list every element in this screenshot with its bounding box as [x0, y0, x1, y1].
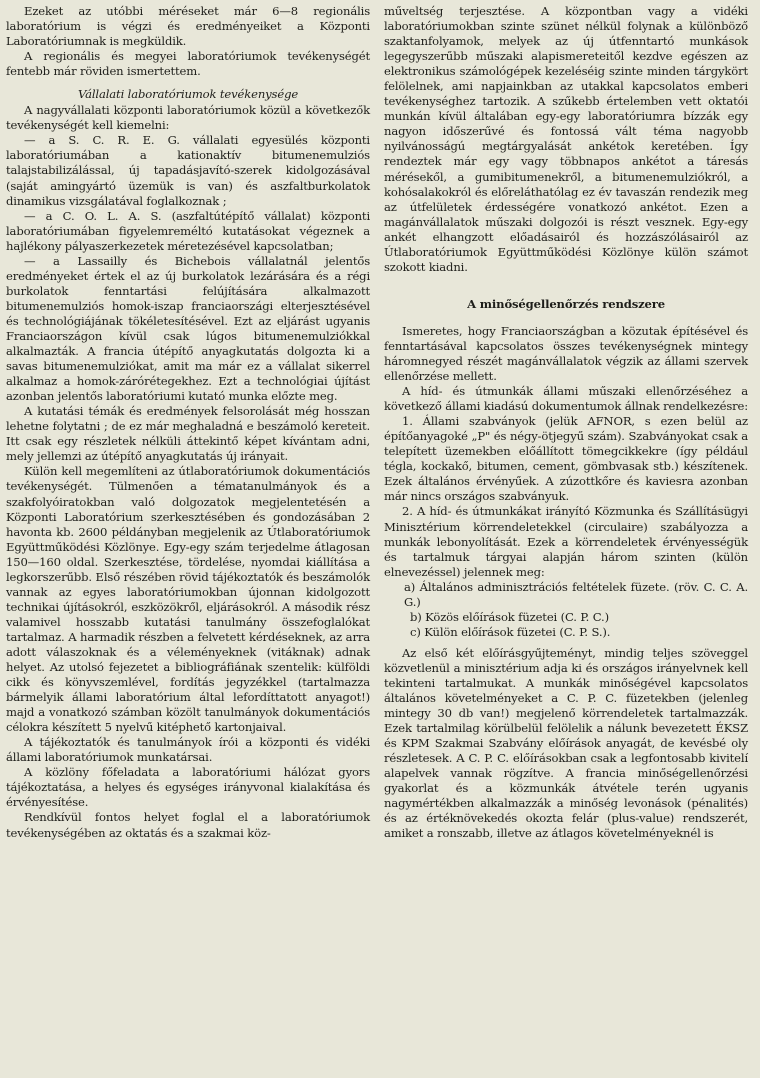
paragraph: Rendkívül fontos helyet foglal el a laboratóriumok tevékenységében az oktatás és a szakmai köz-: [6, 810, 370, 840]
paragraph: b) Közös előírások füzetei (C. P. C.): [410, 609, 609, 624]
paragraph: A kutatási témák és eredmények felsorolását még hosszan lehetne folytatni ; de ez már meghaladná e beszámoló kereteit. Itt csak egy részletek nélküli áttekintő képet kívántam adni, mely jellemzi az útépítő anyagkutatás új irányait.: [6, 404, 370, 464]
paragraph: — a S. C. R. E. G. vállalati egyesülés központi laboratóriumában a kationaktív bitumenemulziós talajstabilizálással, új tapadásjavító-szerek kidolgozásával (saját amingyártó üzemük is van) és aszfaltburkolatok dinamikus vizsgálatával foglalkoznak ;: [6, 133, 370, 208]
paragraph: Ezeket az utóbbi méréseket már 6—8 regionális laboratórium is végzi és eredményeiket a Központi Laboratóriumnak is megküldik.: [6, 4, 370, 49]
paragraph: Külön kell megemlíteni az útlaboratóriumok dokumentációs tevékenységét. Tülmenően a tématanulmányok és a szakfolyóiratokban való dolgozatok megjelentetésén a Központi Laboratórium szerkesztésében és gondozásában 2 havonta kb. 2600 példányban megjelenik az Útlaboratóriumok Együttműködési Közlönye. Egy-egy szám terjedelme átlagosan 150—160 oldal. Szerkesztése, tördelése, nyomdai kiállítása a legkorszerűbb. Első részében rövid tájékoztatók és beszámolók vannak az egyes laboratóriumokban újonnan kidolgozott technikai újításokról, eszközökről, eljárásokról. A második rész valamivel hosszabb kutatási tanulmány összefoglalókat tartalmaz. A harmadik részben a felvetett kérdéseknek, az arra adott válaszoknak és a véleményeknek (vitáknak) adnak helyet. Az utolsó fejezetet a bibliográfiának szentelik: külföldi cikk és könyvszemlével, fordítás jegyzékkel (tartalmazza bármelyik állami laboratórium által lefordíttatott anyagot!) majd a vonatkozó számban közölt tanulmányok dokumentációs célokra készített 5 nyelvű kitéphető kartonjaival.: [6, 464, 370, 735]
right-column: [384, 4, 748, 1078]
paragraph: A tájékoztatók és tanulmányok írói a központi és vidéki állami laboratóriumok munkatársai.: [6, 735, 370, 765]
paragraph: Az első két előírásgyűjteményt, mindig teljes szöveggel közvetlenül a minisztérium adja ki és országos irányelvnek kell tekinteni tartalmukat. A munkák minőségével kapcsolatos általános követelményeket a C. P. C. füzetekben (jelenleg mintegy 30 db van!) megjelenő körrendeletek tartalmazzák. Ezek tartalmilag körülbelül felölelik a nálunk bevezetett ÉKSZ és KPM Szakmai Szabvány előírások anyagát, de kevésbé oly részletesek. A C. P. C. előírásokban csak a legfontosabb kivitelí alapelvek vannak rögzítve. A francia minőségellenőrzési gyakorlat és a közmunkák átvétele terén ugyanis nagymértékben alkalmazzák a minőség levonások (pénalités) és az értéknövekedés okozta felár (plus-value) rendszerét, amiket a ronszabb, illetve az átlagos követelményeknél is: [384, 645, 748, 841]
left-column: [6, 4, 370, 1078]
paragraph: Ismeretes, hogy Franciaországban a közutak építésével és fenntartásával kapcsolatos összes tevékenységnek mintegy háromnegyed részét magánvállalatok végzik az állami szervek ellenőrzése mellett.: [384, 323, 748, 384]
paragraph: A nagyvállalati központi laboratóriumok közül a következők tevékenységét kell kiemelni:: [6, 103, 370, 133]
paragraph: — a C. O. L. A. S. (aszfaltútépítő vállalat) központi laboratóriumában figyelemreméltó kutatásokat végeznek a hajlékony pályaszerkezetek méretezésével kapcsolatban;: [6, 208, 370, 253]
paragraph: A közlöny főfeladata a laboratóriumi hálózat gyors tájékoztatása, a helyes és egységes irányvonal kialakítása és érvényesítése.: [6, 765, 370, 810]
paragraph: 2. A híd- és útmunkákat irányító Közmunka és Szállításügyi Minisztérium körrendeletekkel (circulaire) szabályozza a munkák lebonyolítását. Ezek a körrendeletek érvényességük és tartalmuk tárgyai alapján három szinten (külön elnevezéssel) jelennek meg:: [384, 504, 748, 579]
section-heading: A minőségellenőrzés rendszere: [467, 296, 665, 311]
paragraph: A híd- és útmunkák állami műszaki ellenőrzéséhez a következő állami kiadású dokumentumok állnak rendelkezésre:: [384, 384, 749, 414]
paragraph: — a Lassailly és Bichebois vállalatnál jelentős eredményeket értek el az új burkolatok lezárására és a régi burkolatok fenntartási felújítására alkalmazott bitumenemulziós homok-iszap franciaországi elterjesztésével és technológiájának tökéletesítésével. Ezt az eljárást ugyanis Franciaországon kívül csak lúgos bitumenemulziókkal alkalmazták. A francia útépítő anyagkutatás dolgozta ki a savas bitumenemulziókat, amit ma már ez a vállalat sikerrel alkalmaz a homok-zárórétegekhez. Ezt a technológiai újítást azonban jelentős laboratóriumi kutató munka előzte meg.: [6, 253, 370, 404]
paragraph: A regionális és megyei laboratóriumok tevékenységét fentebb már röviden ismertettem.: [6, 49, 370, 79]
paragraph: a) Általános adminisztrációs feltételek füzete. (röv. C. C. A. G.): [404, 579, 748, 609]
paragraph: c) Külön előírások füzetei (C. P. S.).: [410, 624, 611, 639]
section-subheading: Vállalati laboratóriumok tevékenysége: [77, 87, 299, 102]
paragraph: műveltség terjesztése. A központban vagy a vidéki laboratóriumokban szinte szünet nélkül folynak a különböző szaktanfolyamok, melyek az új útfenntartó munkások legegyszerűbb műszaki alapismereteitől kezdve egészen az elektronikus számológépek kezeléséig szinte minden tárgykört felölelnek, ami napjainkban az utakkal kapcsolatos emberi tevékenységhez tartozik. A szűkebb értelemben vett oktatói munkán kívül általában egy-egy laboratóriumra bízzák egy nagyon időszerűvé és fontossá vált téma nagyobb nyilvánosságú megtárgyalását ankétok keretében. Így rendeztek már egy vagy többnapos ankétot a táresás mérésekől, a gumibitumenekről, a bitumenemulziókról, a kohósalakokról és előreláthatólag ez év tavaszán rendezik meg az útfelületek érdességére vonatkozó ankétot. Ezen a magánvállalatok műszaki dolgozói is részt vesznek. Egy-egy ankét elhangzott előadásairól és hozzászólásairól az Útlaboratóriumok Együttműködési Közlönye külön számot szokott kiadni.: [384, 4, 748, 274]
paragraph: 1. Állami szabványok (jelük AFNOR, s ezen belül az építőanyagoké „P" és négy-ötjegyű szám). Szabványokat csak a telepített üzemekben előállított tömegcikkekre (így például tégla, kockakő, bitumen, cement, gömbvasak stb.) készítenek. Ezek általános érvényűek. A zúzottkőre és kaviesra azonban már nincs országos szabványuk.: [384, 414, 748, 504]
